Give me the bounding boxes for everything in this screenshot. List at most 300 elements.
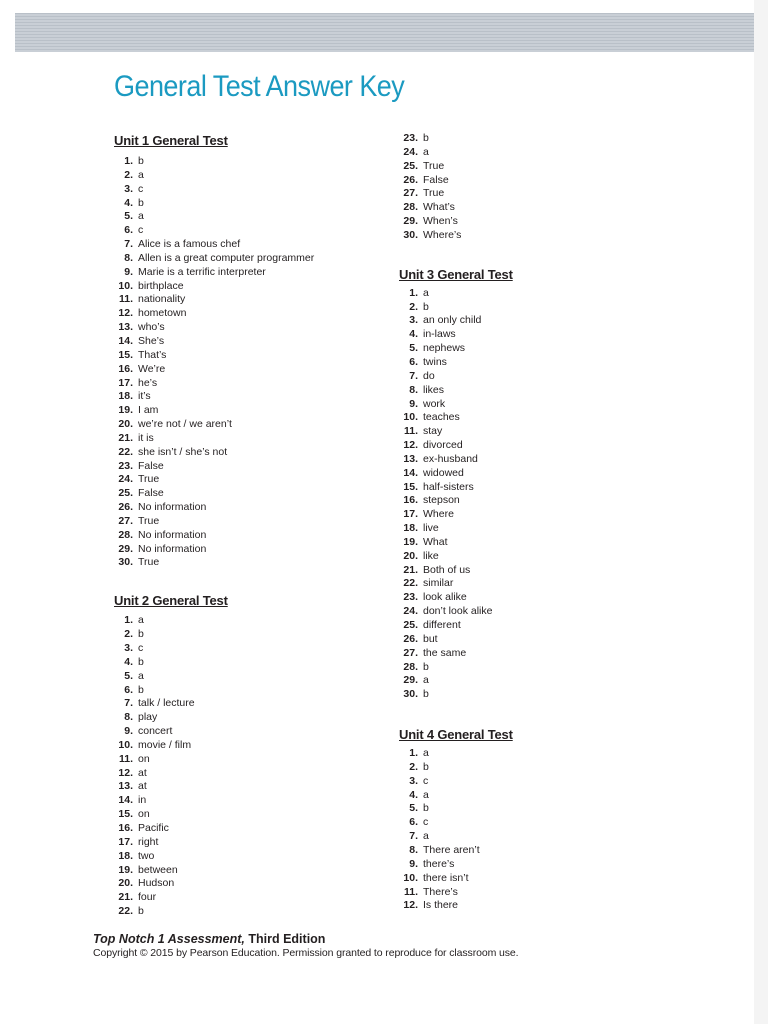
- answer-number: 1.: [409, 286, 418, 299]
- answer-number: 5.: [124, 669, 133, 682]
- answer-item: [114, 252, 384, 266]
- answer-number: 11.: [118, 752, 133, 765]
- answer-item: [399, 830, 659, 844]
- answer-item: [399, 858, 659, 872]
- answer-number: 29.: [118, 542, 133, 555]
- page-title: General Test Answer Key: [114, 70, 405, 103]
- answer-item: [114, 501, 384, 515]
- answer-number: 9.: [124, 265, 133, 278]
- answer-item: [399, 287, 659, 301]
- answer-text: b: [423, 760, 429, 773]
- answer-text: Both of us: [423, 563, 471, 576]
- answer-text: likes: [423, 383, 445, 396]
- answer-item: [399, 453, 659, 467]
- answer-text: c: [138, 182, 144, 195]
- answer-text: nephews: [423, 342, 466, 355]
- answer-text: b: [423, 132, 429, 144]
- answer-text: there isn’t: [423, 871, 469, 884]
- answer-text: a: [138, 168, 144, 181]
- answer-item: [399, 174, 659, 188]
- answer-item: [114, 432, 384, 446]
- answer-item: [399, 398, 659, 412]
- answer-item: [114, 377, 384, 391]
- answer-number: 15.: [118, 348, 133, 361]
- answer-number: 23.: [403, 132, 418, 144]
- left-column: [114, 132, 384, 919]
- answer-item: [399, 886, 659, 900]
- answer-number: 19.: [118, 404, 133, 417]
- answer-number: 27.: [403, 187, 418, 200]
- answer-item: [399, 384, 659, 398]
- answer-item: [399, 802, 659, 816]
- answer-text: b: [138, 196, 144, 209]
- answer-text: twins: [423, 355, 447, 368]
- answer-number: 11.: [403, 885, 418, 898]
- answer-number: 13.: [118, 780, 133, 793]
- answer-text: No information: [138, 528, 207, 541]
- answer-item: [114, 183, 384, 197]
- answer-text: don’t look alike: [423, 605, 493, 618]
- answer-number: 27.: [118, 514, 133, 527]
- answer-item: [114, 418, 384, 432]
- answer-item: [114, 808, 384, 822]
- answer-item: [399, 370, 659, 384]
- answer-item: [114, 656, 384, 670]
- answer-number: 14.: [403, 466, 418, 479]
- answer-item: [114, 266, 384, 280]
- answer-text: on: [138, 752, 150, 765]
- answer-text: do: [423, 369, 435, 382]
- answer-text: talk / lecture: [138, 697, 195, 710]
- answer-text: different: [423, 619, 461, 631]
- unit2-answer-list: [114, 614, 384, 919]
- answer-item: [399, 160, 659, 174]
- answer-text: Allen is a great computer programmer: [138, 251, 315, 264]
- answer-item: [399, 411, 659, 425]
- answer-number: 24.: [118, 473, 133, 486]
- answer-text: a: [138, 614, 144, 627]
- answer-item: [114, 390, 384, 404]
- answer-item: [114, 711, 384, 725]
- answer-number: 26.: [118, 501, 133, 514]
- answer-text: at: [138, 780, 147, 793]
- answer-text: False: [138, 459, 164, 472]
- answer-number: 12.: [403, 899, 418, 912]
- answer-item: [399, 215, 659, 229]
- answer-number: 12.: [118, 307, 133, 320]
- answer-item: [114, 905, 384, 919]
- answer-item: [114, 210, 384, 224]
- answer-text: an only child: [423, 314, 482, 327]
- answer-number: 25.: [118, 487, 133, 500]
- answer-text: Hudson: [138, 877, 175, 890]
- answer-item: [399, 577, 659, 591]
- answer-item: [114, 697, 384, 711]
- answer-item: [399, 550, 659, 564]
- answer-number: 15.: [118, 808, 133, 821]
- footer-book-title: [93, 932, 325, 946]
- answer-item: [114, 628, 384, 642]
- answer-text: False: [423, 173, 449, 186]
- answer-text: live: [423, 522, 439, 535]
- answer-number: 2.: [124, 168, 133, 181]
- answer-number: 24.: [403, 605, 418, 618]
- answer-text: True: [138, 473, 160, 486]
- answer-number: 10.: [403, 871, 418, 884]
- answer-number: 3.: [409, 774, 418, 787]
- answer-text: Marie is a terrific interpreter: [138, 265, 266, 278]
- answer-text: the same: [423, 646, 467, 659]
- answer-text: b: [138, 905, 144, 918]
- answer-number: 5.: [124, 210, 133, 223]
- answer-number: 23.: [118, 459, 133, 472]
- answer-number: 16.: [403, 494, 418, 507]
- answer-number: 4.: [124, 655, 133, 668]
- answer-item: [114, 224, 384, 238]
- edition: Third Edition: [244, 932, 326, 946]
- unit3-heading: Unit 3 General Test: [399, 266, 513, 282]
- answer-text: widowed: [423, 466, 464, 479]
- answer-text: between: [138, 863, 178, 876]
- answer-number: 11.: [403, 425, 418, 438]
- answer-item: [399, 439, 659, 453]
- answer-item: [399, 425, 659, 439]
- answer-text: No information: [138, 542, 207, 555]
- answer-item: [114, 767, 384, 781]
- answer-text: Where’s: [423, 228, 462, 241]
- answer-text: nationality: [138, 293, 186, 306]
- answer-text: stepson: [423, 494, 460, 507]
- answer-number: 17.: [403, 508, 418, 521]
- answer-item: [399, 229, 659, 243]
- answer-number: 28.: [403, 660, 418, 673]
- answer-text: Where: [423, 508, 454, 521]
- answer-text: right: [138, 835, 159, 848]
- answer-number: 16.: [118, 821, 133, 834]
- answer-item: [399, 899, 659, 913]
- answer-number: 21.: [118, 891, 133, 904]
- answer-text: True: [138, 556, 160, 569]
- unit2-heading: Unit 2 General Test: [114, 593, 228, 609]
- answer-number: 18.: [118, 390, 133, 403]
- answer-number: 20.: [403, 549, 418, 562]
- answer-item: [114, 487, 384, 501]
- answer-text: who’s: [138, 321, 165, 334]
- answer-item: [114, 794, 384, 808]
- answer-number: 5.: [409, 342, 418, 355]
- answer-item: [399, 789, 659, 803]
- answer-number: 12.: [403, 439, 418, 452]
- answer-item: [399, 633, 659, 647]
- answer-item: [399, 775, 659, 789]
- answer-text: What: [423, 535, 448, 548]
- answer-item: [114, 753, 384, 767]
- answer-item: [114, 293, 384, 307]
- answer-text: work: [423, 397, 446, 410]
- answer-text: Alice is a famous chef: [138, 238, 241, 251]
- answer-text: four: [138, 891, 157, 904]
- answer-item: [399, 872, 659, 886]
- answer-item: [114, 515, 384, 529]
- answer-number: 28.: [403, 201, 418, 214]
- answer-number: 29.: [403, 215, 418, 228]
- answer-number: 2.: [409, 760, 418, 773]
- answer-number: 6.: [409, 816, 418, 829]
- answer-text: b: [138, 683, 144, 696]
- answer-number: 10.: [118, 279, 133, 292]
- answer-text: look alike: [423, 591, 467, 604]
- answer-number: 20.: [118, 418, 133, 431]
- answer-number: 16.: [118, 362, 133, 375]
- answer-text: What’s: [423, 201, 455, 214]
- answer-text: a: [423, 286, 429, 299]
- answer-number: 22.: [118, 445, 133, 458]
- answer-text: we’re not / we aren’t: [138, 418, 232, 431]
- answer-text: Is there: [423, 899, 459, 912]
- answer-text: c: [423, 816, 429, 829]
- answer-item: [114, 155, 384, 169]
- answer-text: b: [138, 628, 144, 641]
- answer-number: 7.: [409, 830, 418, 843]
- answer-number: 4.: [409, 788, 418, 801]
- answer-item: [114, 556, 384, 570]
- answer-number: 2.: [409, 300, 418, 313]
- answer-item: [114, 822, 384, 836]
- answer-number: 30.: [403, 688, 418, 701]
- answer-item: [114, 670, 384, 684]
- answer-text: a: [138, 210, 144, 223]
- answer-number: 21.: [118, 431, 133, 444]
- answer-number: 14.: [118, 334, 133, 347]
- answer-item: [114, 614, 384, 628]
- answer-item: [114, 877, 384, 891]
- answer-item: [114, 642, 384, 656]
- answer-number: 4.: [409, 328, 418, 341]
- answer-item: [114, 780, 384, 794]
- answer-text: ex-husband: [423, 452, 478, 465]
- answer-text: b: [138, 155, 144, 167]
- answer-item: [399, 747, 659, 761]
- answer-text: I am: [138, 404, 159, 417]
- answer-text: play: [138, 711, 158, 724]
- answer-item: [399, 591, 659, 605]
- answer-text: b: [423, 688, 429, 701]
- answer-item: [399, 522, 659, 536]
- answer-item: [114, 836, 384, 850]
- answer-text: at: [138, 766, 147, 779]
- answer-text: movie / film: [138, 738, 192, 751]
- answer-number: 10.: [118, 738, 133, 751]
- answer-text: hometown: [138, 307, 187, 320]
- answer-number: 22.: [403, 577, 418, 590]
- answer-item: [114, 446, 384, 460]
- answer-number: 22.: [118, 905, 133, 918]
- answer-text: it’s: [138, 390, 151, 403]
- answer-item: [399, 481, 659, 495]
- unit1-answer-list: [114, 155, 384, 570]
- answer-text: c: [138, 224, 144, 237]
- answer-item: [114, 543, 384, 557]
- answer-item: [399, 328, 659, 342]
- answer-item: [114, 363, 384, 377]
- answer-item: [399, 494, 659, 508]
- right-column: [399, 132, 659, 913]
- answer-number: 19.: [118, 863, 133, 876]
- answer-text: in-laws: [423, 328, 456, 341]
- answer-text: That’s: [138, 348, 167, 361]
- answer-number: 13.: [118, 321, 133, 334]
- answer-number: 9.: [409, 397, 418, 410]
- answer-number: 21.: [403, 563, 418, 576]
- answer-text: There’s: [423, 885, 458, 898]
- answer-number: 3.: [409, 314, 418, 327]
- answer-text: a: [423, 830, 429, 843]
- answer-text: he’s: [138, 376, 158, 389]
- answer-text: True: [138, 514, 160, 527]
- answer-text: False: [138, 487, 164, 500]
- answer-number: 26.: [403, 632, 418, 645]
- answer-item: [114, 725, 384, 739]
- answer-number: 15.: [403, 480, 418, 493]
- answer-item: [399, 619, 659, 633]
- answer-number: 17.: [118, 376, 133, 389]
- answer-text: half-sisters: [423, 480, 474, 493]
- answer-item: [114, 197, 384, 211]
- answer-number: 10.: [403, 411, 418, 424]
- answer-number: 30.: [118, 556, 133, 569]
- header-band: [15, 13, 755, 52]
- answer-item: [114, 321, 384, 335]
- answer-item: [399, 761, 659, 775]
- answer-item: [399, 508, 659, 522]
- answer-number: 14.: [118, 794, 133, 807]
- page-edge: [754, 0, 768, 1024]
- answer-item: [399, 844, 659, 858]
- answer-text: There aren’t: [423, 843, 480, 856]
- answer-number: 9.: [409, 857, 418, 870]
- answer-text: No information: [138, 501, 207, 514]
- answer-number: 8.: [409, 843, 418, 856]
- unit4-heading: Unit 4 General Test: [399, 727, 513, 743]
- answer-number: 29.: [403, 674, 418, 687]
- answer-number: 7.: [124, 697, 133, 710]
- answer-text: b: [423, 802, 429, 815]
- unit4-answer-list: [399, 747, 659, 913]
- answer-text: b: [138, 655, 144, 668]
- answer-item: [399, 605, 659, 619]
- answer-item: [114, 739, 384, 753]
- answer-number: 7.: [124, 238, 133, 251]
- answer-number: 20.: [118, 877, 133, 890]
- answer-text: c: [138, 642, 144, 654]
- answer-text: concert: [138, 725, 173, 738]
- answer-number: 8.: [124, 711, 133, 724]
- answer-number: 8.: [409, 383, 418, 396]
- answer-text: When’s: [423, 215, 458, 228]
- answer-number: 18.: [403, 522, 418, 535]
- answer-text: like: [423, 549, 439, 562]
- answer-number: 1.: [409, 747, 418, 760]
- answer-number: 1.: [124, 155, 133, 167]
- answer-item: [399, 301, 659, 315]
- answer-item: [399, 201, 659, 215]
- answer-text: in: [138, 794, 147, 807]
- answer-text: she isn’t / she’s not: [138, 445, 228, 458]
- answer-item: [114, 238, 384, 252]
- answer-item: [114, 349, 384, 363]
- answer-item: [399, 816, 659, 830]
- answer-text: Pacific: [138, 821, 169, 834]
- answer-text: c: [423, 774, 429, 787]
- answer-number: 19.: [403, 535, 418, 548]
- answer-number: 28.: [118, 528, 133, 541]
- book-title: Top Notch 1 Assessment,: [93, 932, 245, 946]
- answer-number: 6.: [124, 224, 133, 237]
- answer-number: 3.: [124, 642, 133, 654]
- answer-number: 23.: [403, 591, 418, 604]
- answer-item: [114, 169, 384, 183]
- answer-number: 30.: [403, 228, 418, 241]
- answer-text: She’s: [138, 334, 165, 347]
- answer-item: [399, 342, 659, 356]
- answer-number: 11.: [118, 293, 133, 306]
- answer-text: a: [423, 747, 429, 760]
- answer-item: [399, 314, 659, 328]
- answer-text: two: [138, 849, 155, 862]
- answer-item: [399, 536, 659, 550]
- answer-item: [114, 864, 384, 878]
- answer-text: b: [423, 300, 429, 313]
- answer-text: divorced: [423, 439, 463, 452]
- unit3-answer-list: [399, 287, 659, 702]
- answer-item: [399, 132, 659, 146]
- answer-number: 6.: [124, 683, 133, 696]
- unit1-heading: Unit 1 General Test: [114, 133, 228, 148]
- answer-item: [399, 467, 659, 481]
- answer-number: 13.: [403, 452, 418, 465]
- answer-item: [114, 850, 384, 864]
- answer-text: We’re: [138, 362, 166, 375]
- answer-item: [114, 460, 384, 474]
- answer-item: [114, 684, 384, 698]
- answer-text: a: [423, 674, 429, 687]
- answer-item: [399, 146, 659, 160]
- answer-number: 9.: [124, 725, 133, 738]
- answer-number: 3.: [124, 182, 133, 195]
- unit2-answer-list-continued: [399, 132, 659, 243]
- answer-number: 12.: [118, 766, 133, 779]
- answer-number: 25.: [403, 619, 418, 631]
- answer-text: there’s: [423, 857, 455, 870]
- answer-text: True: [423, 159, 445, 172]
- answer-text: stay: [423, 425, 443, 438]
- answer-item: [114, 404, 384, 418]
- answer-item: [399, 688, 659, 702]
- answer-item: [114, 891, 384, 905]
- answer-number: 25.: [403, 159, 418, 172]
- answer-item: [114, 280, 384, 294]
- answer-text: similar: [423, 577, 454, 590]
- answer-number: 7.: [409, 369, 418, 382]
- answer-number: 17.: [118, 835, 133, 848]
- answer-item: [114, 529, 384, 543]
- answer-number: 24.: [403, 145, 418, 158]
- answer-text: a: [138, 669, 144, 682]
- answer-item: [399, 564, 659, 578]
- answer-item: [399, 661, 659, 675]
- answer-number: 18.: [118, 849, 133, 862]
- footer-copyright: Copyright © 2015 by Pearson Education. Permission granted to reproduce for classroom use.: [93, 947, 519, 959]
